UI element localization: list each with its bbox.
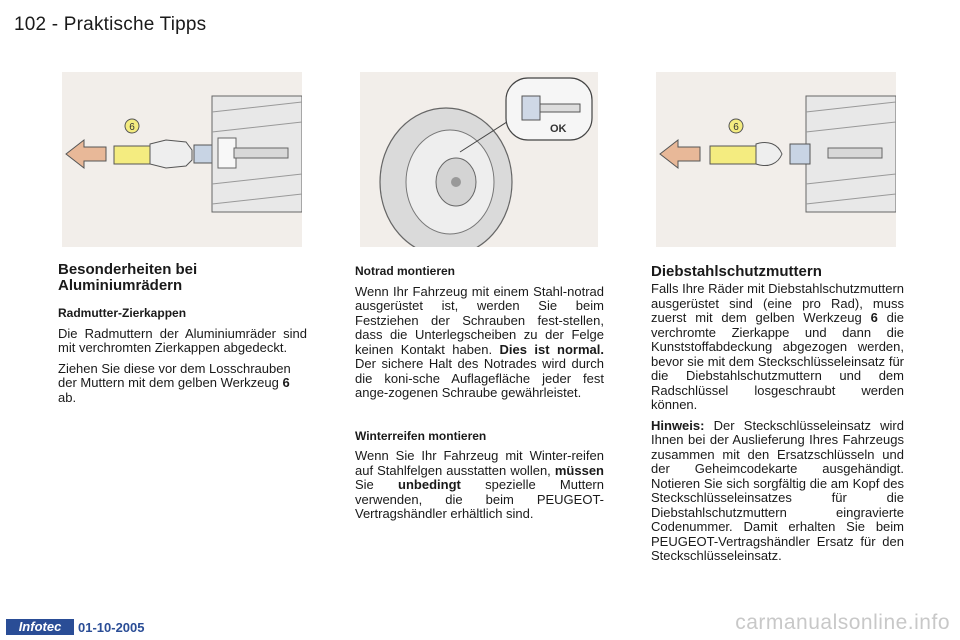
illustration-remove-cap bbox=[62, 72, 302, 247]
site-watermark: carmanualsonline.info bbox=[735, 611, 950, 634]
column-antitheft bbox=[651, 264, 904, 570]
paragraph: Falls Ihre Räder mit Diebstahlschutzmuttern ausgerüstet sind (eine pro Rad), muss zuerst mit dem gelben Werkzeug 6 die verchromte Zierkappe und dann die Kunststoffabdeckung abgezogen werden, bevor sie mit dem Steckschlüsseleinsatz für die Diebstahlschutzmuttern und dem Radschlüssel losgeschraubt werden können. bbox=[651, 281, 904, 412]
arrow-left-icon bbox=[66, 140, 106, 168]
column-spare-and-winter bbox=[355, 264, 604, 528]
page-title: 102 - Praktische Tipps bbox=[14, 14, 207, 35]
section-heading: Diebstahlschutzmuttern bbox=[651, 263, 822, 280]
plastic-cover bbox=[756, 142, 782, 165]
subheading-spare: Notrad montieren bbox=[355, 264, 456, 278]
spare-wheel-drawing bbox=[360, 72, 598, 247]
cap-removal-drawing bbox=[62, 72, 302, 247]
infotec-logo: Infotec bbox=[6, 619, 74, 635]
wheel-hub-section bbox=[212, 96, 302, 212]
paragraph: Die Radmuttern der Aluminiumräder sind mit verchromten Zierkappen abgedeckt. bbox=[58, 325, 307, 355]
arrow-left-icon bbox=[660, 140, 700, 168]
chrome-cap bbox=[150, 140, 192, 168]
paragraph: Ziehen Sie diese vor dem Losschrauben der Muttern mit dem gelben Werkzeug 6 ab. bbox=[58, 360, 291, 405]
tool-number-badge bbox=[125, 119, 139, 133]
paragraph: Wenn Ihr Fahrzeug mit einem Stahl-notrad ausgerüstet ist, werden Sie beim Festziehen der Schrauben fest-stellen, dass die Unterlegscheiben zu der Felge keinen Kontakt haben. Dies ist normal. Der sichere Halt des Notrades wird durch die koni-sche Auflagefläche jeder fest ange-zogenen Schraube gewährleistet. bbox=[355, 283, 604, 400]
tire bbox=[380, 108, 512, 247]
subheading-winter: Winterreifen montieren bbox=[355, 428, 487, 443]
subheading-cap: Radmutter-Zierkappen bbox=[58, 306, 187, 320]
column-aluminium-wheels bbox=[58, 262, 307, 411]
illustration-antitheft-nut bbox=[656, 72, 896, 247]
section-heading: Besonderheiten bei Aluminiumrädern bbox=[58, 261, 198, 294]
tool-number-badge bbox=[729, 119, 743, 133]
yellow-tool bbox=[114, 146, 150, 164]
antitheft-drawing bbox=[656, 72, 896, 247]
wheel-nut bbox=[194, 145, 212, 163]
wheel-hub-section bbox=[790, 96, 896, 212]
yellow-tool bbox=[710, 146, 756, 164]
ok-label: OK bbox=[550, 123, 567, 135]
paragraph: Hinweis: Der Steckschlüsseleinsatz wird Ihnen bei der Auslieferung Ihres Fahrzeugs zusammen mit den Ersatzschlüsseln und der Geheimcodekarte ausgehändigt. Notieren Sie sich sorgfältig die am Kopf des Steckschlüsseleinsatzes für die Diebstahlschutzmuttern eingravierte Codenummer. Damit erhalten Sie beim PEUGEOT-Vertragshändler Ersatz für den Steckschlüsseleinsatz. bbox=[651, 417, 904, 563]
illustration-spare-wheel bbox=[360, 72, 598, 247]
badge-number: 6 bbox=[733, 122, 739, 133]
print-date: 01-10-2005 bbox=[78, 620, 145, 635]
badge-number: 6 bbox=[129, 122, 135, 133]
detail-bubble bbox=[506, 78, 592, 140]
paragraph: Wenn Sie Ihr Fahrzeug mit Winter-reifen auf Stahlfelgen ausstatten wollen, müssen Sie unbedingt spezielle Muttern verwenden, die beim PEUGEOT-Vertragshändler erhältlich sind. bbox=[355, 448, 604, 521]
